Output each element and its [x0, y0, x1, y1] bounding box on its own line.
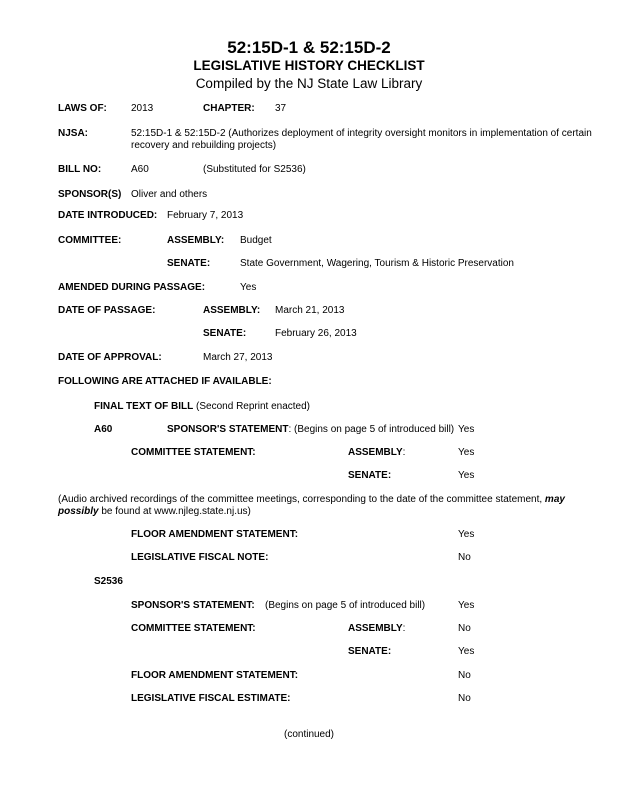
passage-senate-label: SENATE: [203, 328, 247, 339]
passage-assembly-value: March 21, 2013 [275, 305, 345, 316]
sponsors-value: Oliver and others [131, 189, 208, 200]
bill-no-label: BILL NO: [58, 164, 102, 175]
committee-assembly-value: Budget [240, 235, 272, 246]
s2536-floor-amendment-value: No [458, 670, 471, 681]
laws-of-label: LAWS OF: [58, 103, 107, 114]
s2536-fiscal-estimate-value: No [458, 693, 471, 704]
audio-archive-note [58, 494, 608, 518]
njsa-label: NJSA: [58, 128, 89, 139]
final-text-line [94, 401, 310, 412]
njsa-value: 52:15D-1 & 52:15D-2 (Authorizes deployment of integrity oversight monitors in implementation of certain recovery and rebuilding projects) [131, 128, 592, 151]
a60-sponsor-statement-line [167, 424, 454, 435]
date-of-approval-label: DATE OF APPROVAL: [58, 352, 162, 363]
a60-fiscal-note-label: LEGISLATIVE FISCAL NOTE: [131, 552, 269, 563]
passage-assembly-label: ASSEMBLY: [203, 305, 261, 316]
sponsors-label: SPONSOR(S) [58, 189, 122, 200]
audio-note-end: be found at www.njleg.state.nj.us) [98, 506, 251, 517]
s2536-sponsor-statement-label: SPONSOR'S STATEMENT: [131, 600, 255, 611]
date-introduced-label: DATE INTRODUCED: [58, 210, 158, 221]
a60-committee-statement-label: COMMITTEE STATEMENT: [131, 447, 256, 458]
committee-senate-value: State Government, Wagering, Tourism & Historic Preservation [240, 258, 514, 269]
s2536-committee-statement-label: COMMITTEE STATEMENT: [131, 623, 256, 634]
date-of-approval-value: March 27, 2013 [203, 352, 273, 363]
a60-sponsor-statement-value: Yes [458, 424, 475, 435]
date-introduced-value: February 7, 2013 [167, 210, 244, 221]
a60-committee-assembly-value: Yes [458, 447, 475, 458]
s2536-committee-senate-label: SENATE: [348, 646, 392, 657]
chapter-label: CHAPTER: [203, 103, 255, 114]
s2536-fiscal-estimate-label: LEGISLATIVE FISCAL ESTIMATE: [131, 693, 291, 704]
audio-note-emphasis: may possibly [58, 494, 565, 517]
attached-heading: FOLLOWING ARE ATTACHED IF AVAILABLE: [58, 376, 272, 387]
final-text-label: FINAL TEXT OF BILL [94, 401, 194, 412]
s2536-committee-assembly-line: ASSEMBLY: [348, 623, 406, 634]
a60-fiscal-note-value: No [458, 552, 471, 563]
committee-senate-label: SENATE: [167, 258, 211, 269]
passage-senate-value: February 26, 2013 [275, 328, 357, 339]
s2536-committee-assembly-value: No [458, 623, 471, 634]
s2536-committee-assembly-label: ASSEMBLY [348, 623, 403, 634]
bill-no-value: A60 [131, 164, 149, 175]
final-text-note: (Second Reprint enacted) [196, 401, 311, 412]
s2536-bill-label: S2536 [94, 576, 123, 587]
a60-floor-amendment-label: FLOOR AMENDMENT STATEMENT: [131, 529, 299, 540]
amended-value: Yes [240, 282, 257, 293]
committee-assembly-label: ASSEMBLY: [167, 235, 225, 246]
chapter-value: 37 [275, 103, 287, 114]
a60-committee-assembly-label: ASSEMBLY [348, 447, 403, 458]
a60-sponsor-statement-label: SPONSOR'S STATEMENT [167, 424, 289, 435]
a60-committee-assembly-line: ASSEMBLY: [348, 447, 406, 458]
a60-floor-amendment-value: Yes [458, 529, 475, 540]
s2536-sponsor-statement-value: Yes [458, 600, 475, 611]
laws-of-value: 2013 [131, 103, 154, 114]
page-title: 52:15D-1 & 52:15D-2 [227, 38, 391, 57]
a60-committee-senate-label: SENATE: [348, 470, 392, 481]
a60-bill-label: A60 [94, 424, 113, 435]
s2536-floor-amendment-label: FLOOR AMENDMENT STATEMENT: [131, 670, 299, 681]
date-of-passage-label: DATE OF PASSAGE: [58, 305, 156, 316]
a60-committee-senate-value: Yes [458, 470, 475, 481]
bill-no-note: (Substituted for S2536) [203, 164, 306, 175]
s2536-committee-senate-value: Yes [458, 646, 475, 657]
continued-note: (continued) [283, 729, 335, 740]
s2536-sponsor-statement-note: (Begins on page 5 of introduced bill) [265, 600, 426, 611]
page-subtitle: LEGISLATIVE HISTORY CHECKLIST [193, 58, 425, 73]
audio-note-start: (Audio archived recordings of the committee meetings, corresponding to the date of the committee statement, [58, 494, 545, 505]
amended-label: AMENDED DURING PASSAGE: [58, 282, 206, 293]
compiled-by: Compiled by the NJ State Law Library [195, 76, 423, 91]
a60-sponsor-statement-note: : (Begins on page 5 of introduced bill) [288, 424, 455, 435]
committee-label: COMMITTEE: [58, 235, 122, 246]
